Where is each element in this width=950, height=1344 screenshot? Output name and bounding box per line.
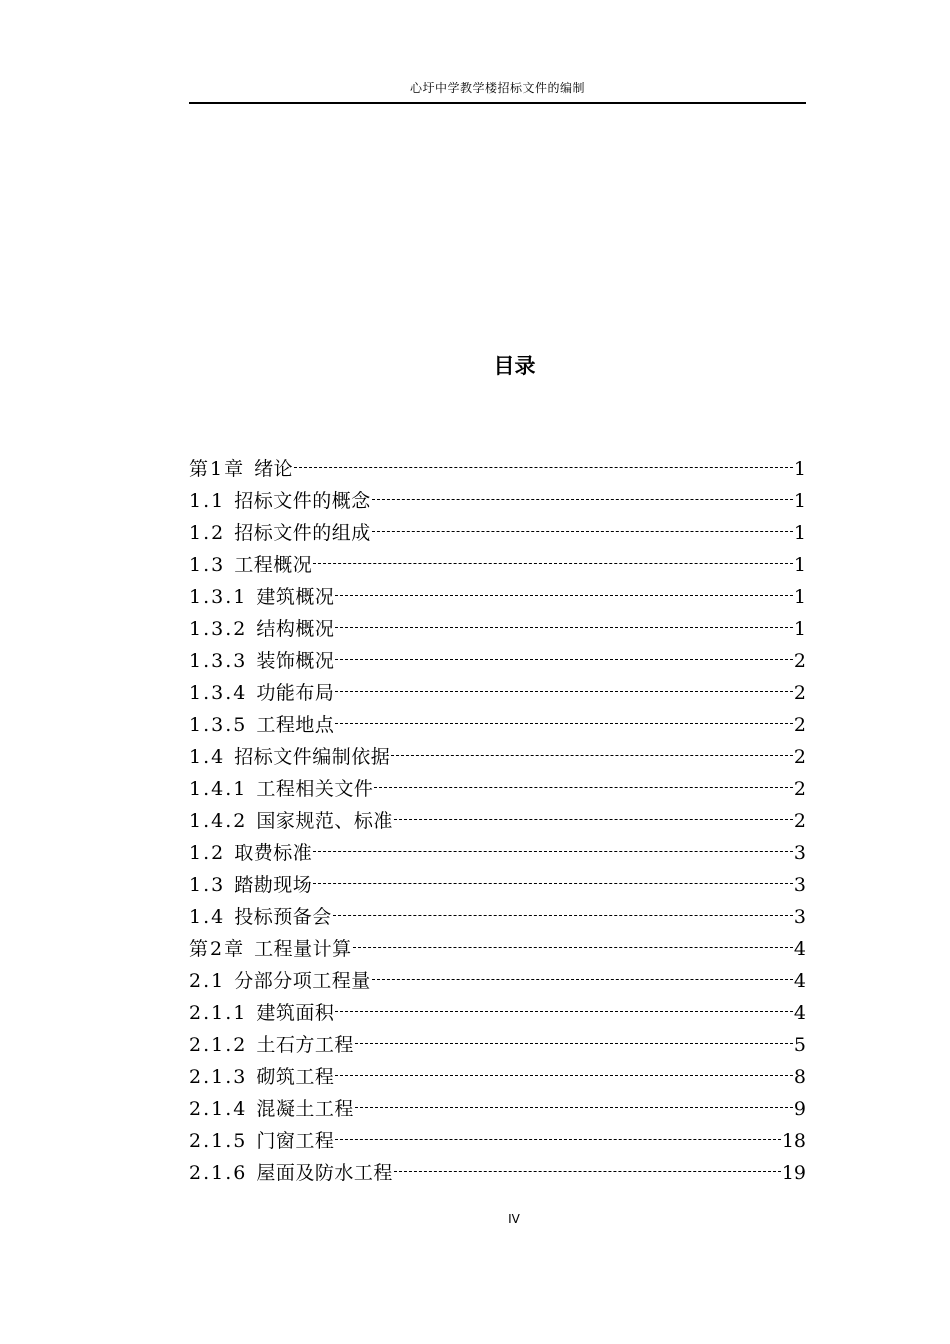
- toc-entry-page: 2: [793, 682, 806, 704]
- toc-entry-label: 混凝土工程: [256, 1098, 354, 1120]
- page-number: IV: [508, 1212, 520, 1226]
- toc-entry-leader: [335, 723, 793, 724]
- toc-entry-leader: [333, 915, 793, 916]
- toc-entry-page: 5: [793, 1034, 806, 1056]
- toc-entry-number: 2.1.3: [189, 1066, 248, 1088]
- toc-entry-leader: [335, 691, 793, 692]
- toc-entry-number: 1.3: [189, 554, 226, 576]
- toc-entry[interactable]: [189, 1061, 806, 1093]
- toc-entry-leader: [372, 531, 793, 532]
- toc-entry-page: 4: [793, 970, 806, 992]
- toc-entry-label: 招标文件的概念: [234, 490, 371, 512]
- page-header: [189, 76, 806, 104]
- toc-entry-label: 砌筑工程: [256, 1066, 335, 1088]
- toc-entry-leader: [335, 1139, 780, 1140]
- toc-entry-page: 2: [793, 650, 806, 672]
- toc-entry-label: 招标文件编制依据: [234, 746, 391, 768]
- toc-entry[interactable]: [189, 837, 806, 869]
- toc-entry-leader: [353, 947, 793, 948]
- toc-entry[interactable]: [189, 965, 806, 997]
- toc-entry-page: 2: [793, 714, 806, 736]
- toc-entry[interactable]: [189, 1125, 806, 1157]
- toc-entry-number: 1.4.1: [189, 778, 248, 800]
- toc-entry-label: 屋面及防水工程: [256, 1162, 393, 1184]
- toc-entry-leader: [313, 563, 793, 564]
- toc-entry-label: 国家规范、标准: [256, 810, 393, 832]
- toc-entry-leader: [335, 659, 793, 660]
- toc-entry-label: 工程相关文件: [256, 778, 374, 800]
- toc-entry-page: 19: [781, 1162, 806, 1184]
- toc-entry-page: 1: [793, 554, 806, 576]
- toc-entry-page: 2: [793, 810, 806, 832]
- toc-entry-leader: [313, 883, 793, 884]
- toc-entry-label: 门窗工程: [256, 1130, 335, 1152]
- toc-entry-page: 8: [793, 1066, 806, 1088]
- toc-entry-label: 装饰概况: [256, 650, 335, 672]
- toc-entry-label: 土石方工程: [256, 1034, 354, 1056]
- toc-entry-label: 投标预备会: [234, 906, 332, 928]
- toc-entry-number: 1.2: [189, 522, 226, 544]
- toc-entry-leader: [355, 1043, 793, 1044]
- toc-entry-leader: [335, 595, 793, 596]
- toc-entry-page: 1: [793, 522, 806, 544]
- toc-entry-leader: [372, 499, 793, 500]
- toc-entry-leader: [294, 467, 793, 468]
- toc-entry-label: 功能布局: [256, 682, 335, 704]
- toc-entry-number: 2.1.5: [189, 1130, 248, 1152]
- toc-entry-leader: [374, 787, 793, 788]
- toc-entry-leader: [391, 755, 793, 756]
- toc-entry-number: 2.1.4: [189, 1098, 248, 1120]
- toc-entry-number: 1.3.5: [189, 714, 248, 736]
- toc-entry-leader: [335, 1011, 793, 1012]
- toc-entry[interactable]: [189, 1093, 806, 1125]
- toc-entry-page: 1: [793, 586, 806, 608]
- toc-entry-number: 1.3.2: [189, 618, 248, 640]
- toc-entry[interactable]: [189, 517, 806, 549]
- toc-entry-number: 1.3.4: [189, 682, 248, 704]
- toc-entry-page: 18: [781, 1130, 806, 1152]
- toc-title: 目录: [493, 354, 536, 378]
- toc-entry-label: 工程量计算: [254, 938, 352, 960]
- toc-entry-number: 第2章: [189, 938, 246, 960]
- toc-entry-page: 1: [793, 618, 806, 640]
- toc-entry[interactable]: [189, 1029, 806, 1061]
- toc-entry-leader: [394, 1171, 781, 1172]
- toc-entry-page: 3: [793, 874, 806, 896]
- toc-entry[interactable]: [189, 773, 806, 805]
- toc-entry-label: 踏勘现场: [234, 874, 313, 896]
- toc-entry-page: 1: [793, 458, 806, 480]
- toc-entry-label: 取费标准: [234, 842, 313, 864]
- toc-entry-label: 工程概况: [234, 554, 313, 576]
- toc-entry[interactable]: [189, 997, 806, 1029]
- toc-entry[interactable]: [189, 709, 806, 741]
- toc-entry[interactable]: [189, 741, 806, 773]
- toc-entry-page: 2: [793, 746, 806, 768]
- toc-entry-number: 1.4.2: [189, 810, 248, 832]
- toc-entry-page: 2: [793, 778, 806, 800]
- toc-entry[interactable]: [189, 1157, 806, 1189]
- toc-entry[interactable]: [189, 901, 806, 933]
- toc-entry[interactable]: [189, 933, 806, 965]
- toc-entry-number: 1.2: [189, 842, 226, 864]
- toc-entry-label: 分部分项工程量: [234, 970, 371, 992]
- toc-entry[interactable]: [189, 869, 806, 901]
- toc-entry-page: 4: [793, 1002, 806, 1024]
- running-title: 心圩中学教学楼招标文件的编制: [409, 81, 585, 95]
- toc-entry-page: 1: [793, 490, 806, 512]
- toc-entry-label: 招标文件的组成: [234, 522, 371, 544]
- toc-entry-leader: [355, 1107, 793, 1108]
- toc-entry-number: 第1章: [189, 458, 246, 480]
- toc-entry-number: 2.1.1: [189, 1002, 248, 1024]
- toc-entry-page: 3: [793, 842, 806, 864]
- toc-entry[interactable]: [189, 613, 806, 645]
- toc-entry-number: 1.3: [189, 874, 226, 896]
- toc-entry-label: 建筑概况: [256, 586, 335, 608]
- toc-entry-leader: [372, 979, 793, 980]
- toc-entry[interactable]: [189, 485, 806, 517]
- table-of-contents: [189, 453, 806, 1189]
- toc-entry[interactable]: [189, 581, 806, 613]
- toc-entry-number: 1.3.3: [189, 650, 248, 672]
- toc-entry-label: 绪论: [254, 458, 294, 480]
- toc-entry[interactable]: [189, 549, 806, 581]
- toc-entry-number: 1.3.1: [189, 586, 248, 608]
- toc-entry-page: 9: [793, 1098, 806, 1120]
- toc-entry-label: 工程地点: [256, 714, 335, 736]
- toc-entry-leader: [335, 1075, 793, 1076]
- toc-entry-number: 1.4: [189, 906, 226, 928]
- toc-entry-page: 3: [793, 906, 806, 928]
- toc-entry-label: 建筑面积: [256, 1002, 335, 1024]
- toc-entry[interactable]: [189, 677, 806, 709]
- toc-entry[interactable]: [189, 453, 806, 485]
- toc-entry-number: 2.1.6: [189, 1162, 248, 1184]
- toc-entry-number: 1.1: [189, 490, 226, 512]
- toc-entry-number: 2.1.2: [189, 1034, 248, 1056]
- toc-entry-number: 1.4: [189, 746, 226, 768]
- toc-entry-leader: [394, 819, 793, 820]
- toc-entry[interactable]: [189, 805, 806, 837]
- toc-entry-label: 结构概况: [256, 618, 335, 640]
- toc-entry-number: 2.1: [189, 970, 226, 992]
- toc-entry[interactable]: [189, 645, 806, 677]
- toc-entry-leader: [335, 627, 793, 628]
- toc-entry-page: 4: [793, 938, 806, 960]
- toc-entry-leader: [313, 851, 793, 852]
